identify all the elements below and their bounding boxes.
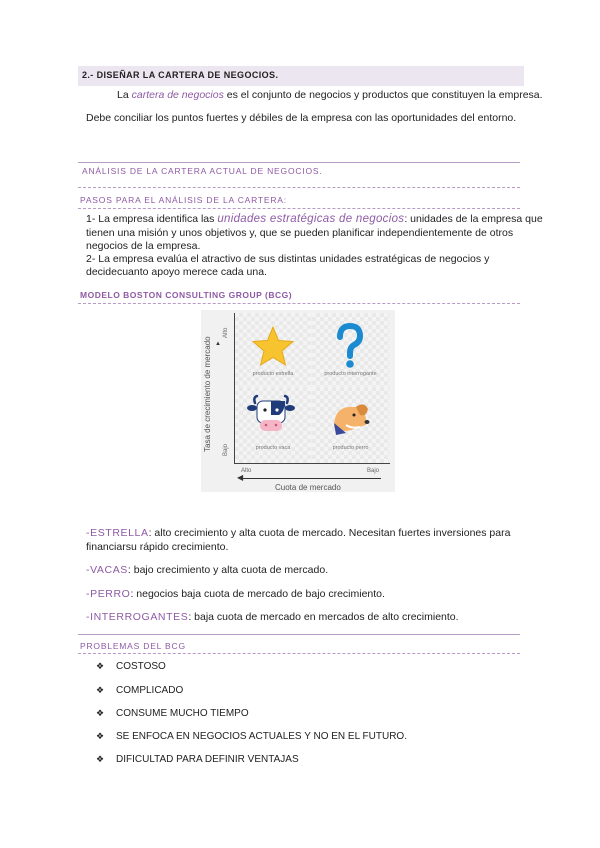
diamond-bullet-icon: ❖ bbox=[96, 661, 105, 671]
diamond-bullet-icon: ❖ bbox=[96, 685, 105, 695]
analysis-heading: ANÁLISIS DE LA CARTERA ACTUAL DE NEGOCIOS. bbox=[82, 166, 323, 176]
bcg-cell-label: producto estrella bbox=[252, 371, 294, 377]
bcg-cell-dog bbox=[312, 387, 389, 463]
x-arrow-icon: ◀ bbox=[237, 473, 244, 482]
diamond-bullet-icon: ❖ bbox=[96, 708, 105, 718]
diamond-bullet-icon: ❖ bbox=[96, 754, 105, 764]
x-low-label: Bajo bbox=[367, 468, 380, 474]
definition-text: : baja cuota de mercado en mercados de alto crecimiento. bbox=[188, 611, 459, 623]
bcg-cell-star bbox=[235, 313, 311, 386]
problems-heading: PROBLEMAS DEL BCG bbox=[80, 641, 186, 651]
x-axis-label: Cuota de mercado bbox=[275, 483, 341, 492]
bcg-cell-label: producto perro bbox=[332, 445, 369, 451]
definition-label: -INTERROGANTES bbox=[86, 611, 189, 623]
divider bbox=[78, 634, 520, 635]
divider bbox=[78, 162, 520, 163]
step-1-suffix: : unidades de la empresa que bbox=[404, 213, 543, 225]
step-1-line-2: tienen una misión y unos objetivos y, que se pueden planificar independientemente de otros bbox=[86, 227, 514, 239]
bcg-cell-cow bbox=[235, 387, 311, 463]
list-item: ❖ COMPLICADO bbox=[96, 685, 184, 696]
definition-label: -PERRO bbox=[86, 588, 131, 600]
y-low-label: Bajo bbox=[223, 443, 229, 456]
bcg-cell-label: producto interrogante bbox=[324, 371, 377, 377]
divider bbox=[78, 187, 520, 188]
diamond-bullet-icon: ❖ bbox=[96, 731, 105, 741]
step-1-line-1 bbox=[86, 213, 543, 226]
step-1-term: unidades estratégicas de negocios bbox=[217, 213, 405, 225]
definition-estrella-line-2: financiarsu rápido crecimiento. bbox=[86, 541, 229, 553]
definition-text: : bajo crecimiento y alta cuota de mercado. bbox=[127, 564, 329, 576]
bcg-heading: MODELO BOSTON CONSULTING GROUP (BCG) bbox=[80, 290, 293, 300]
steps-heading: PASOS PARA EL ANÁLISIS DE LA CARTERA: bbox=[80, 195, 287, 205]
definition-interrogantes bbox=[86, 611, 459, 624]
bcg-cell-label: producto vaca bbox=[255, 445, 291, 451]
x-high-label: Alto bbox=[241, 468, 252, 474]
divider bbox=[78, 653, 520, 654]
definition-estrella bbox=[86, 527, 510, 540]
y-arrow-icon: ▲ bbox=[215, 341, 221, 347]
intro-paragraph-1 bbox=[117, 89, 543, 102]
definition-perro bbox=[86, 588, 385, 601]
x-arrow-line bbox=[241, 478, 381, 479]
step-2-line-2: decidecuanto apoyo merece cada una. bbox=[86, 266, 267, 278]
section-title: 2.- DISEÑAR LA CARTERA DE NEGOCIOS. bbox=[82, 70, 279, 80]
y-axis-line bbox=[234, 313, 235, 464]
definition-text: : negocios baja cuota de mercado de bajo crecimiento. bbox=[130, 588, 385, 600]
step-1-prefix: 1- La empresa identifica las bbox=[86, 213, 218, 225]
divider bbox=[78, 208, 520, 209]
x-axis-line bbox=[234, 463, 390, 464]
definition-label: -ESTRELLA bbox=[86, 527, 149, 539]
list-item: ❖ COSTOSO bbox=[96, 661, 166, 672]
bcg-matrix bbox=[201, 310, 395, 492]
intro-term: cartera de negocios bbox=[131, 89, 224, 101]
intro-suffix: es el conjunto de negocios y productos que constituyen la empresa. bbox=[223, 89, 543, 101]
definition-label: -VACAS bbox=[86, 564, 128, 576]
cow-icon bbox=[235, 387, 311, 463]
y-axis-label: Tasa de crecimiento de mercado bbox=[203, 336, 212, 452]
intro-prefix: La bbox=[117, 89, 132, 101]
list-item: ❖ DIFICULTAD PARA DEFINIR VENTAJAS bbox=[96, 754, 299, 765]
step-1-line-3: negocios de la empresa. bbox=[86, 240, 201, 252]
list-item: ❖ SE ENFOCA EN NEGOCIOS ACTUALES Y NO EN EL FUTURO. bbox=[96, 731, 407, 742]
y-high-label: Alto bbox=[223, 327, 229, 338]
dog-icon bbox=[312, 387, 389, 463]
step-2-line-1: 2- La empresa evalúa el atractivo de sus distintas unidades estratégicas de negocios y bbox=[86, 253, 490, 265]
intro-paragraph-2: Debe conciliar los puntos fuertes y débiles de la empresa con las oportunidades del entorno. bbox=[86, 112, 517, 124]
bcg-cell-question bbox=[312, 313, 389, 386]
definition-text: : alto crecimiento y alta cuota de mercado. Necesitan fuertes inversiones para bbox=[148, 527, 511, 539]
divider bbox=[78, 303, 520, 304]
definition-vacas bbox=[86, 564, 328, 577]
list-item: ❖ CONSUME MUCHO TIEMPO bbox=[96, 708, 249, 719]
